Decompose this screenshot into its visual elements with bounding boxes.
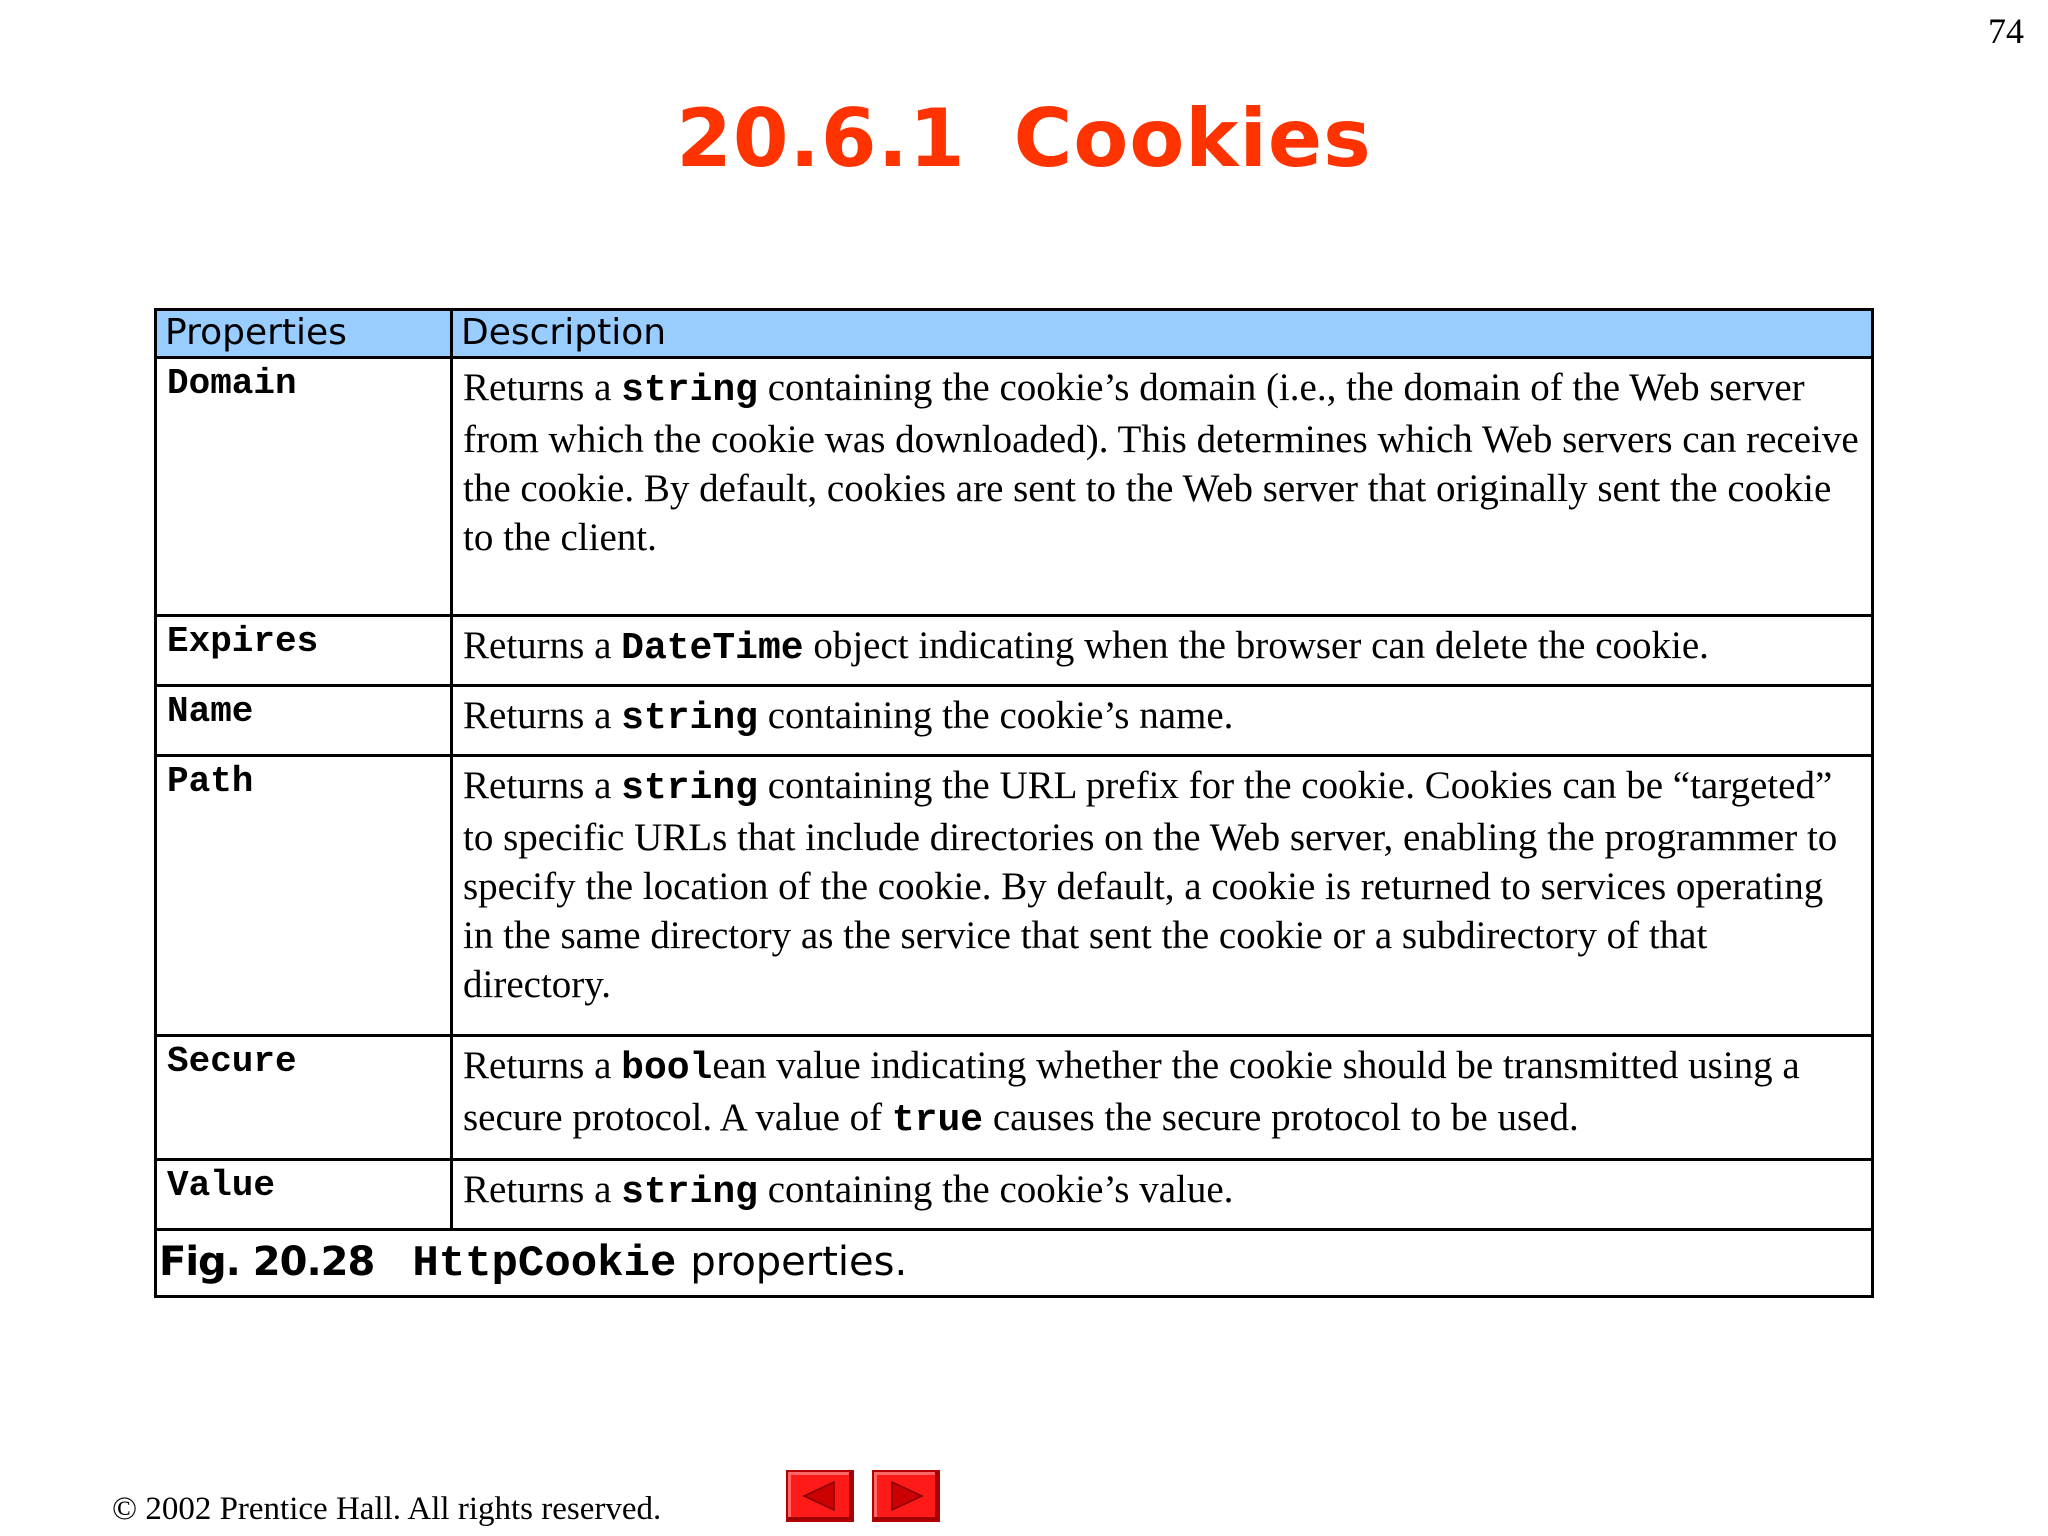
header-properties: Properties — [156, 310, 452, 358]
description-text: containing the URL prefix for the cookie. Cookies can be “targeted” to specific URLs that include directories on the Web server, enabling the programmer to specify the location of the cookie. By default, a cookie is returned to services operating in the same directory as the service that sent the cookie or a subdirectory of that directory. — [463, 764, 1838, 1006]
header-description: Description — [452, 310, 1873, 358]
description-text: Returns a — [463, 1168, 622, 1211]
properties-table — [154, 308, 1874, 1298]
description-text: Returns a — [463, 1044, 622, 1087]
property-description — [452, 1036, 1873, 1160]
caption-row — [156, 1230, 1873, 1297]
code-term: bool — [621, 1047, 713, 1090]
slide-title — [0, 92, 2048, 185]
description-text: containing the cookie’s value. — [757, 1168, 1234, 1211]
property-name: Name — [156, 686, 452, 756]
property-description — [452, 1160, 1873, 1230]
code-term: DateTime — [621, 627, 804, 670]
description-text: Returns a — [463, 764, 622, 807]
property-name: Path — [156, 756, 452, 1036]
table-row — [156, 358, 1873, 616]
triangle-left-icon — [800, 1480, 840, 1512]
code-term: string — [621, 767, 758, 810]
next-slide-button[interactable] — [872, 1470, 940, 1522]
triangle-right-icon — [886, 1480, 926, 1512]
table-header-row — [156, 310, 1873, 358]
description-text: causes the secure protocol to be used. — [983, 1096, 1579, 1139]
property-description — [452, 616, 1873, 686]
description-text: containing the cookie’s name. — [757, 694, 1234, 737]
code-term: string — [621, 369, 758, 412]
previous-slide-button[interactable] — [786, 1470, 854, 1522]
code-term: true — [891, 1099, 984, 1142]
description-text: Returns a — [463, 366, 622, 409]
figure-label: Fig. 20.28 — [159, 1239, 375, 1285]
description-text: Returns a — [463, 694, 622, 737]
figure-caption-text: properties. — [690, 1239, 908, 1285]
property-name: Value — [156, 1160, 452, 1230]
table-row — [156, 616, 1873, 686]
section-title: Cookies — [1013, 92, 1372, 185]
table-row — [156, 1036, 1873, 1160]
property-description — [452, 756, 1873, 1036]
property-description — [452, 686, 1873, 756]
figure-class-name: HttpCookie — [412, 1239, 677, 1289]
description-text: Returns a — [463, 624, 622, 667]
description-text: ean value indicating whether the cookie should be transmitted using a secure protocol. A value of — [463, 1044, 1800, 1139]
description-text: containing the cookie’s domain (i.e., the domain of the Web server from which the cookie was downloaded). This determines which Web servers can receive the cookie. By default, cookies are sent to the Web server that originally sent the cookie to the client. — [463, 366, 1859, 559]
table-row — [156, 686, 1873, 756]
page-number: 74 — [1988, 11, 2024, 51]
description-text: object indicating when the browser can delete the cookie. — [803, 624, 1709, 667]
table-row — [156, 1160, 1873, 1230]
table-row — [156, 756, 1873, 1036]
section-number: 20.6.1 — [676, 92, 966, 185]
property-name: Expires — [156, 616, 452, 686]
property-name: Domain — [156, 358, 452, 616]
copyright-footer: © 2002 Prentice Hall. All rights reserved. — [112, 1491, 662, 1527]
figure-caption — [156, 1230, 1873, 1297]
property-name: Secure — [156, 1036, 452, 1160]
property-description — [452, 358, 1873, 616]
code-term: string — [621, 1171, 758, 1214]
code-term: string — [621, 697, 758, 740]
